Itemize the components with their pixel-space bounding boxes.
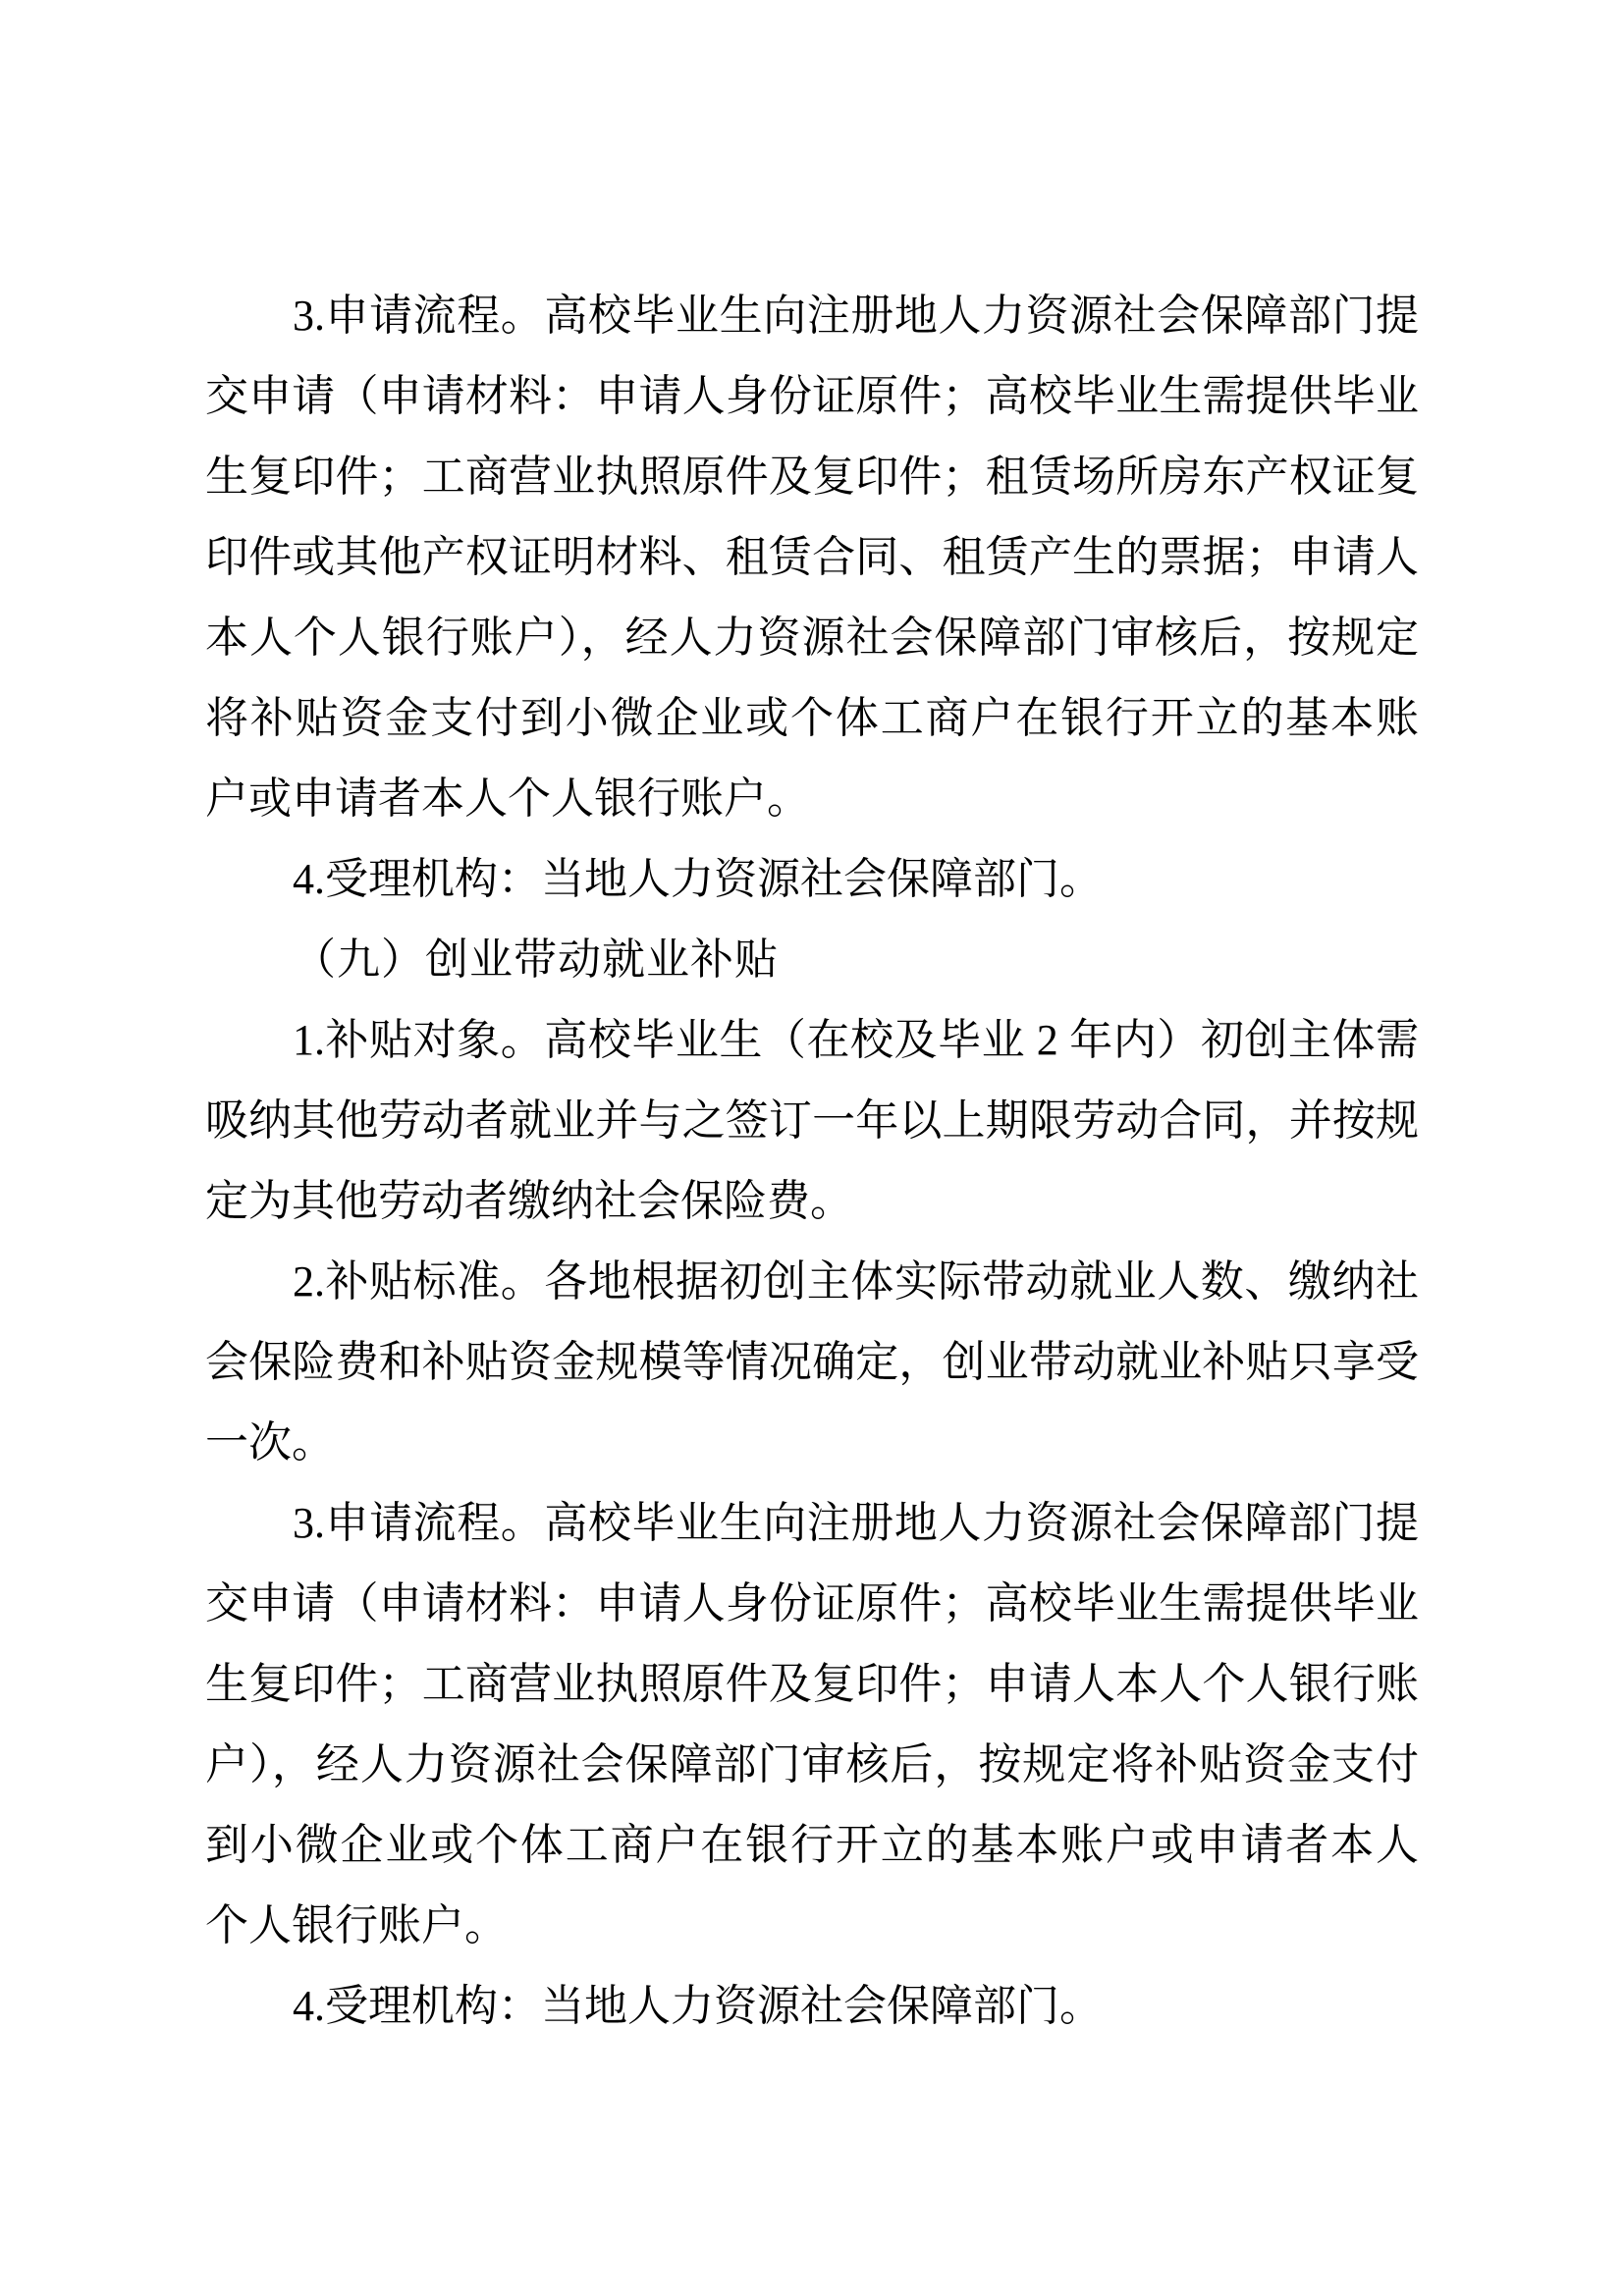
text-line: 到小微企业或个体工商户在银行开立的基本账户或申请者本人 bbox=[205, 1821, 1419, 1869]
text-line: 1.补贴对象。高校毕业生（在校及毕业 2 年内）初创主体需 bbox=[293, 1016, 1419, 1064]
text-line: 3.申请流程。高校毕业生向注册地人力资源社会保障部门提 bbox=[293, 292, 1419, 340]
text-line: 4.受理机构：当地人力资源社会保障部门。 bbox=[293, 1982, 1103, 2030]
document-text bbox=[205, 276, 1419, 2047]
text-line: 户或申请者本人个人银行账户。 bbox=[205, 774, 810, 823]
text-line: 吸纳其他劳动者就业并与之签订一年以上期限劳动合同，并按规 bbox=[205, 1096, 1419, 1145]
text-line: 将补贴资金支付到小微企业或个体工商户在银行开立的基本账 bbox=[205, 694, 1419, 742]
text-line: 3.申请流程。高校毕业生向注册地人力资源社会保障部门提 bbox=[293, 1499, 1419, 1547]
text-line: 2.补贴标准。各地根据初创主体实际带动就业人数、缴纳社 bbox=[293, 1257, 1419, 1306]
text-line: 本人个人银行账户），经人力资源社会保障部门审核后，按规定 bbox=[205, 614, 1419, 662]
text-line: 会保险费和补贴资金规模等情况确定，创业带动就业补贴只享受 bbox=[205, 1338, 1419, 1386]
text-line: 户），经人力资源社会保障部门审核后，按规定将补贴资金支付 bbox=[205, 1740, 1419, 1789]
text-line: 印件或其他产权证明材料、租赁合同、租赁产生的票据；申请人 bbox=[205, 533, 1419, 581]
text-line: 定为其他劳动者缴纳社会保险费。 bbox=[205, 1177, 853, 1225]
text-line: 4.受理机构：当地人力资源社会保障部门。 bbox=[293, 855, 1103, 903]
text-line: 一次。 bbox=[205, 1418, 335, 1467]
text-line: 生复印件；工商营业执照原件及复印件；租赁场所房东产权证复 bbox=[205, 453, 1419, 501]
text-line: 交申请（申请材料：申请人身份证原件；高校毕业生需提供毕业 bbox=[205, 372, 1419, 420]
text-line: 个人银行账户。 bbox=[205, 1901, 508, 1949]
section-heading: （九）创业带动就业补贴 bbox=[293, 935, 779, 984]
text-line: 生复印件；工商营业执照原件及复印件；申请人本人个人银行账 bbox=[205, 1660, 1419, 1708]
text-line: 交申请（申请材料：申请人身份证原件；高校毕业生需提供毕业 bbox=[205, 1579, 1419, 1628]
